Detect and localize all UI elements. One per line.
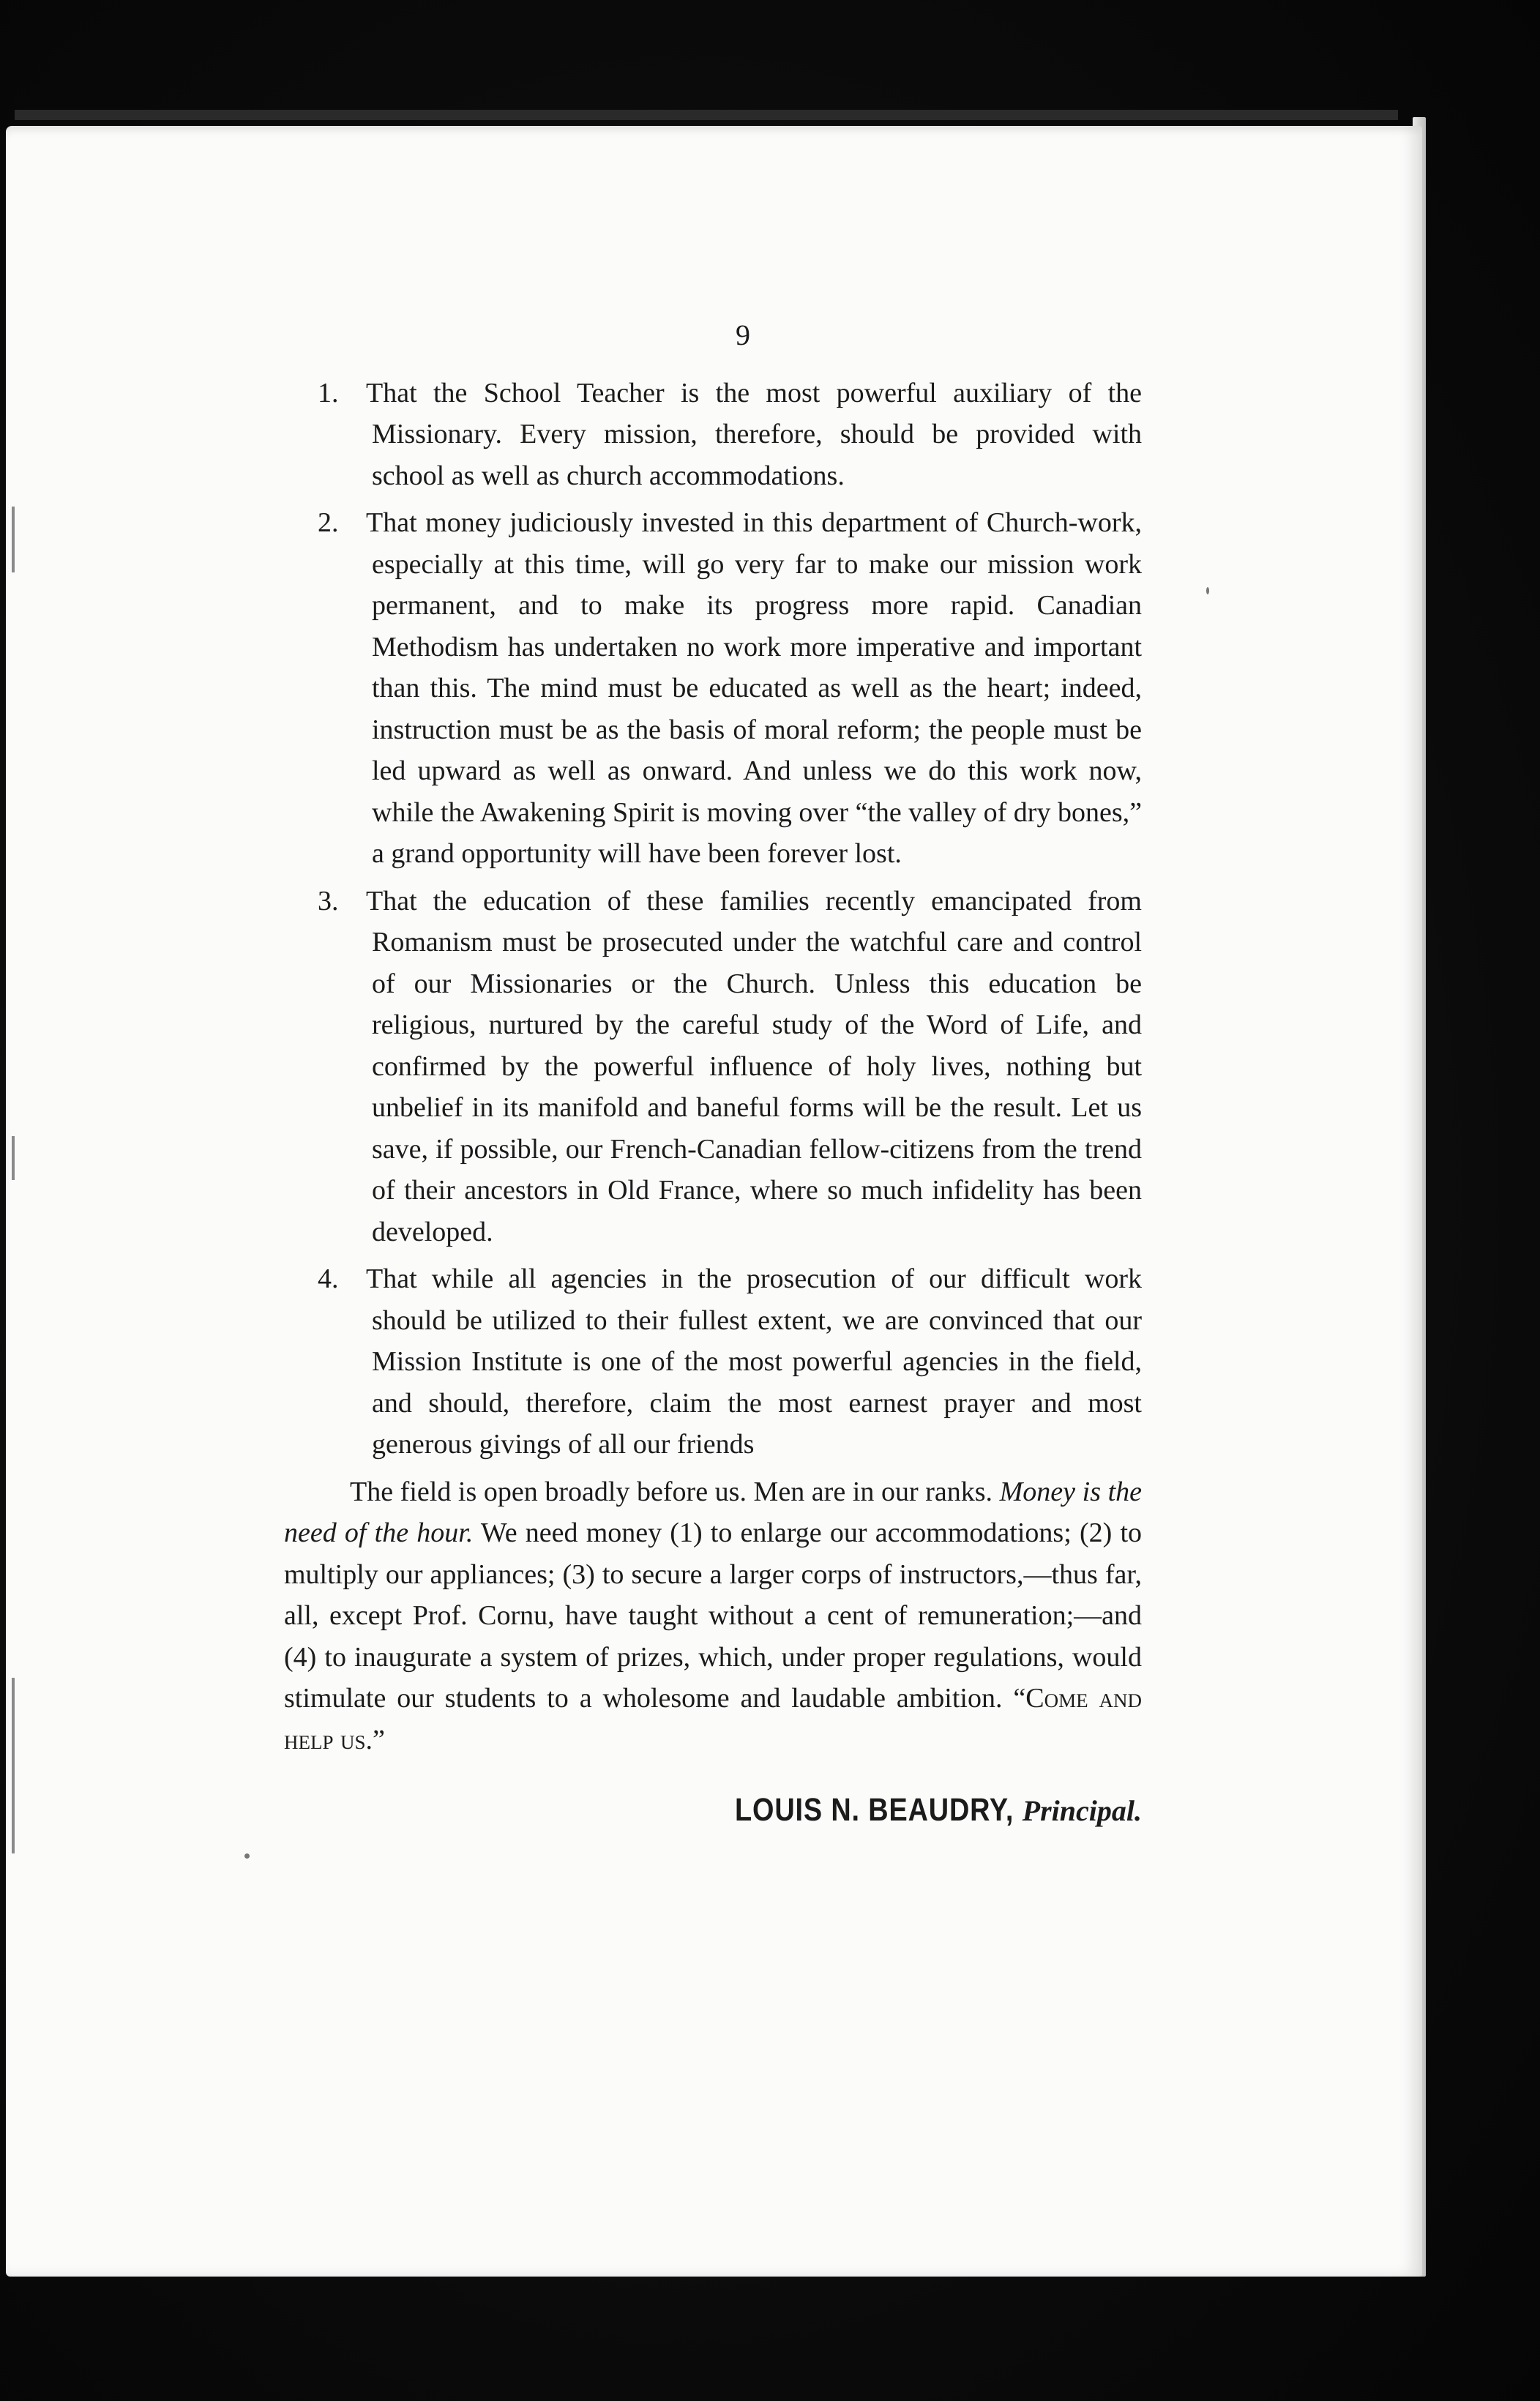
item-number: 4. bbox=[318, 1263, 339, 1294]
item-text: That money judiciously invested in this department of Church-work, especially at this time, will go very far to make our mission work permanent, and to make its progress more rapid. Canadian Methodism has undertaken no work more imperative and important than this. The mind must be educated as well as the heart; indeed, instruction must be as the basis of moral reform; the people must be led upward as well as onward. And unless we do this work now, while the Awakening Spirit is moving over “the valley of dry bones,” a grand opportunity will have been forever lost. bbox=[366, 507, 1142, 869]
closing-appeal: “Come and help us.” bbox=[284, 1683, 1143, 1755]
page-text bbox=[263, 315, 1142, 1833]
page-top-edge bbox=[15, 110, 1398, 120]
item-text: That the education of these families recently emancipated from Romanism must be prosecuted under the watchful care and control of our Missionaries or the Church. Unless this education be religious, nurtured by the careful study of the Word of Life, and confirmed by the powerful influence of holy lives, nothing but unbelief in its manifold and baneful forms will be the result. Let us save, if possible, our French-Canadian fellow-citizens from the trend of their ancestors in Old France, where so much infidelity has been developed. bbox=[366, 885, 1142, 1247]
item-number: 1. bbox=[318, 377, 339, 408]
item-text: That the School Teacher is the most powerful auxiliary of the Missionary. Every mission, therefore, should be provided with school as well as church accommodations. bbox=[366, 377, 1142, 491]
list-item bbox=[263, 373, 1142, 497]
item-number: 2. bbox=[318, 507, 339, 538]
page-number: 9 bbox=[736, 318, 750, 351]
closing-paragraph bbox=[263, 1471, 1142, 1761]
item-text: That while all agencies in the prosecution of our difficult work should be utilized to their fullest extent, we are convinced that our Mission Institute is one of the most powerful agencies in the field, and should, therefore, claim the most earnest prayer and most generous givings of all our friends bbox=[366, 1263, 1142, 1460]
closing-body: We need money (1) to enlarge our accommodations; (2) to multiply our appliances; (3) to secure a larger corps of instructors,—thus far, all, except Prof. Cornu, have taught without a cent of remuneration;—and (4) to inaugurate a system of prizes, which, under proper regulations, would stimulate our students to a wholesome and laudable ambition. bbox=[284, 1517, 1142, 1714]
binding-mark bbox=[12, 1678, 15, 1853]
closing-intro: The field is open broadly before us. Men are in our ranks. bbox=[350, 1476, 993, 1507]
signature-name: LOUIS N. BEAUDRY, bbox=[735, 1792, 1014, 1828]
binding-mark bbox=[12, 1136, 15, 1180]
signature-title: Principal. bbox=[1022, 1794, 1142, 1827]
list-item bbox=[263, 1258, 1142, 1465]
list-item bbox=[263, 881, 1142, 1253]
binding-mark bbox=[12, 507, 15, 572]
item-number: 3. bbox=[318, 885, 339, 916]
signature bbox=[263, 1788, 1142, 1833]
scan-speck bbox=[244, 1853, 250, 1859]
scan-speck bbox=[1206, 587, 1209, 594]
list-item bbox=[263, 502, 1142, 875]
closing-emphasis: Money is the need of the hour. bbox=[284, 1476, 1143, 1548]
